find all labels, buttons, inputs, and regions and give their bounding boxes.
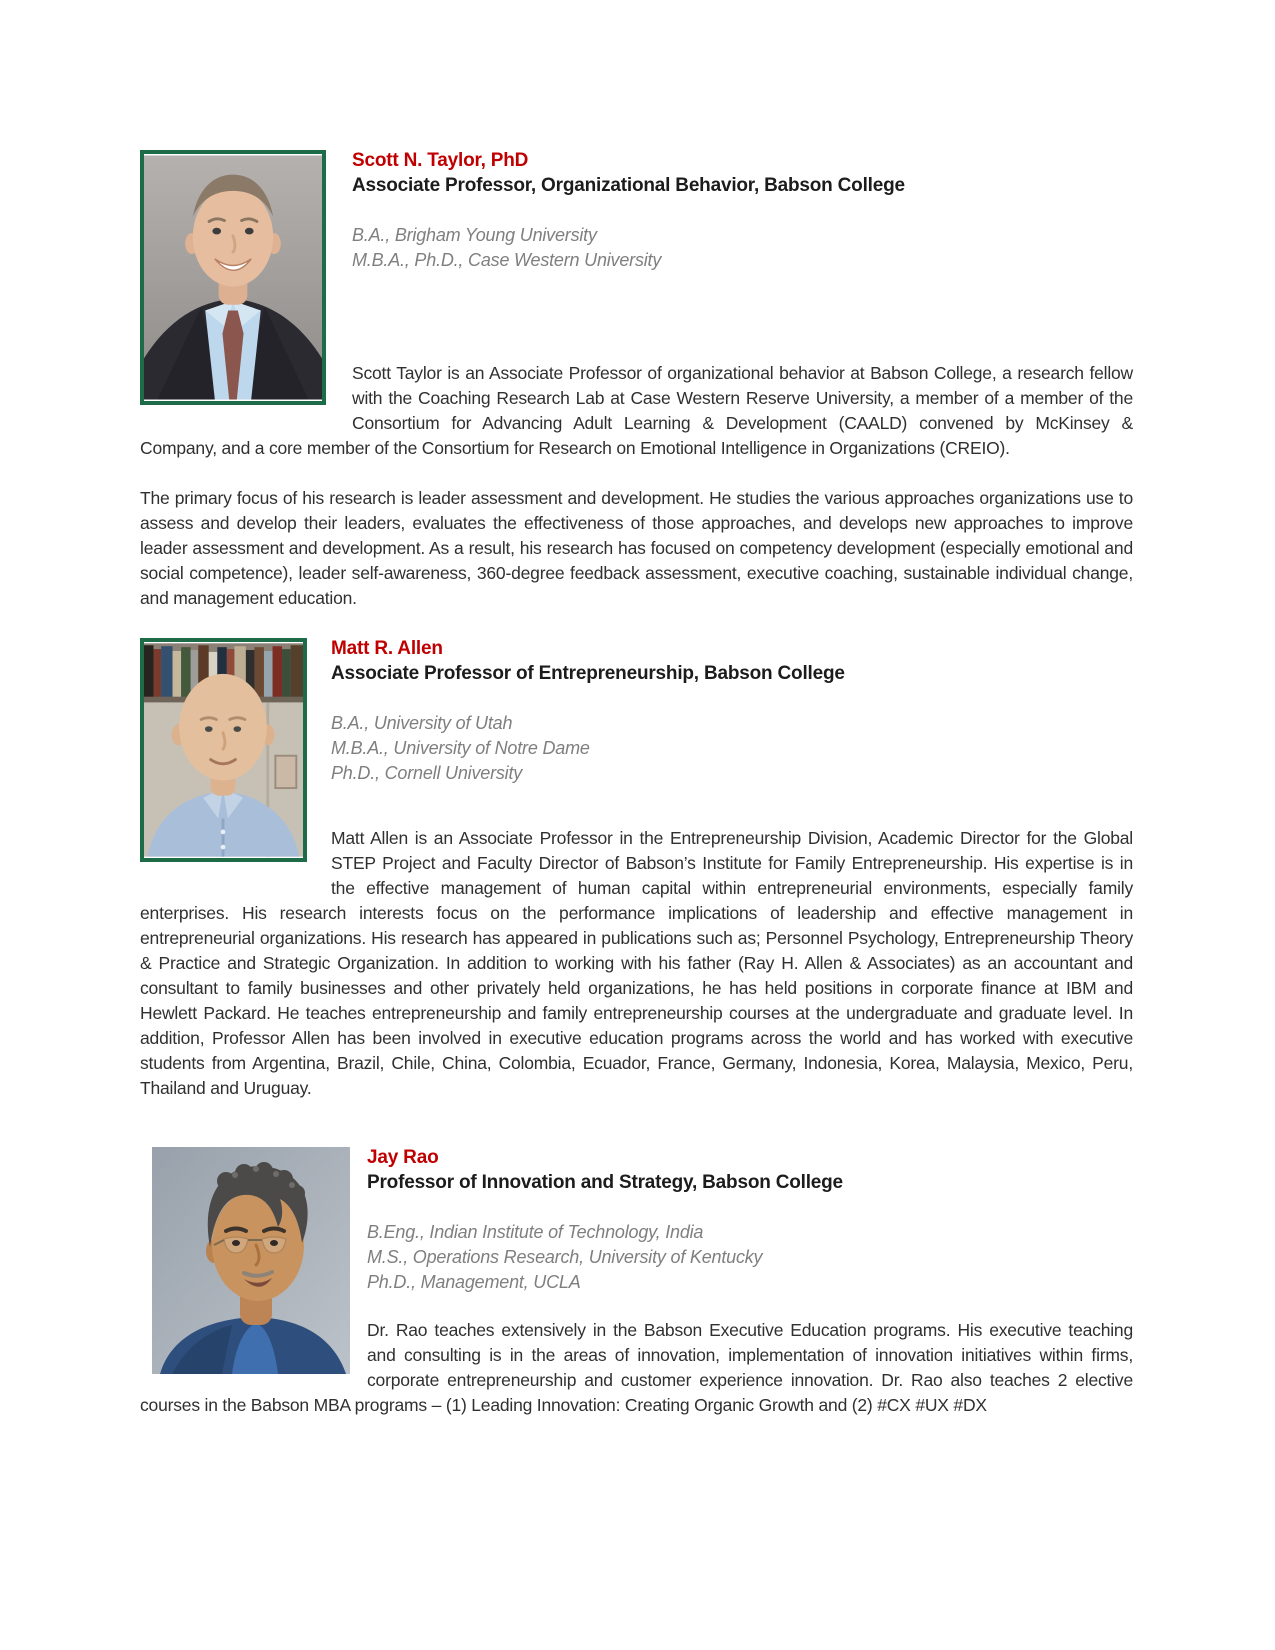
professor-title: Associate Professor, Organizational Behavior, Babson College [352, 175, 905, 196]
degree-line: Ph.D., Cornell University [331, 763, 523, 783]
bio-paragraph: Dr. Rao teaches extensively in the Babson Executive Education programs. His executive teaching and consulting is in the areas of innovation, implementation of innovation initiatives within firms, corporate entrepreneurship and customer experience innovation. Dr. Rao also teaches 2 elective courses in the Babson MBA programs – (1) Leading Innovation: Creating Organic Growth and (2) #CX #UX #DX [140, 1320, 1133, 1415]
degree-line: B.A., University of Utah [331, 713, 513, 733]
bio-paragraph: Matt Allen is an Associate Professor in the Entrepreneurship Division, Academic Director for the Global STEP Project and Faculty Director of Babson’s Institute for Family Entrepreneurship. His expertise is in the effective management of human capital within entrepreneurial environments, especially family enterprises. His research interests focus on the performance implications of leadership and effective management in entrepreneurial organizations. His research has appeared in publications such as; Personnel Psychology, Entrepreneurship Theory & Practice and Strategic Organization. In addition to working with his father (Ray H. Allen & Associates) as an accountant and consultant to family businesses and other privately held organizations, he has held positions in corporate finance at IBM and Hewlett Packard. He teaches entrepreneurship and family entrepreneurship courses at the undergraduate and graduate level. In addition, Professor Allen has been involved in executive education programs across the world and has worked with executive students from Argentina, Brazil, Chile, China, Colombia, Ecuador, France, Germany, Indonesia, Korea, Malaysia, Mexico, Peru, Thailand and Uruguay. [140, 828, 1133, 1098]
portrait-photo-scott-taylor [140, 150, 326, 423]
degree-line: Ph.D., Management, UCLA [367, 1272, 581, 1292]
degree-line: B.Eng., Indian Institute of Technology, India [367, 1222, 704, 1242]
profile-section-jay-rao [140, 1145, 1133, 1418]
portrait-photo-matt-allen [140, 638, 307, 886]
professor-title: Associate Professor of Entrepreneurship, Babson College [331, 663, 845, 684]
professor-title: Professor of Innovation and Strategy, Babson College [367, 1172, 843, 1193]
professor-name: Scott N. Taylor, PhD [352, 150, 529, 171]
professor-name: Matt R. Allen [331, 638, 443, 659]
headshot-illustration [140, 150, 326, 405]
profile-section-scott-taylor [140, 148, 1133, 611]
degree-line: B.A., Brigham Young University [352, 225, 597, 245]
profile-section-matt-allen [140, 636, 1133, 1101]
professor-name: Jay Rao [367, 1147, 439, 1168]
bio-paragraph: The primary focus of his research is leader assessment and development. He studies the various approaches organizations use to assess and develop their leaders, evaluates the effectiveness of those approaches, and develops new approaches to improve leader assessment and development. As a result, his research has focused on competency development (especially emotional and social competence), leader self-awareness, 360-degree feedback assessment, executive coaching, sustainable individual change, and management education. [140, 488, 1133, 608]
headshot-illustration [152, 1147, 350, 1374]
degree-line: M.B.A., Ph.D., Case Western University [352, 250, 662, 270]
degree-line: M.S., Operations Research, University of Kentucky [367, 1247, 763, 1267]
bio-paragraph: Scott Taylor is an Associate Professor of organizational behavior at Babson College, a research fellow with the Coaching Research Lab at Case Western Reserve University, a member of a member of the Consortium for Advancing Adult Learning & Development (CAALD) convened by McKinsey & Company, and a core member of the Consortium for Research on Emotional Intelligence in Organizations (CREIO). [140, 363, 1133, 458]
headshot-illustration [140, 638, 307, 862]
degree-line: M.B.A., University of Notre Dame [331, 738, 590, 758]
portrait-photo-jay-rao [152, 1147, 350, 1378]
